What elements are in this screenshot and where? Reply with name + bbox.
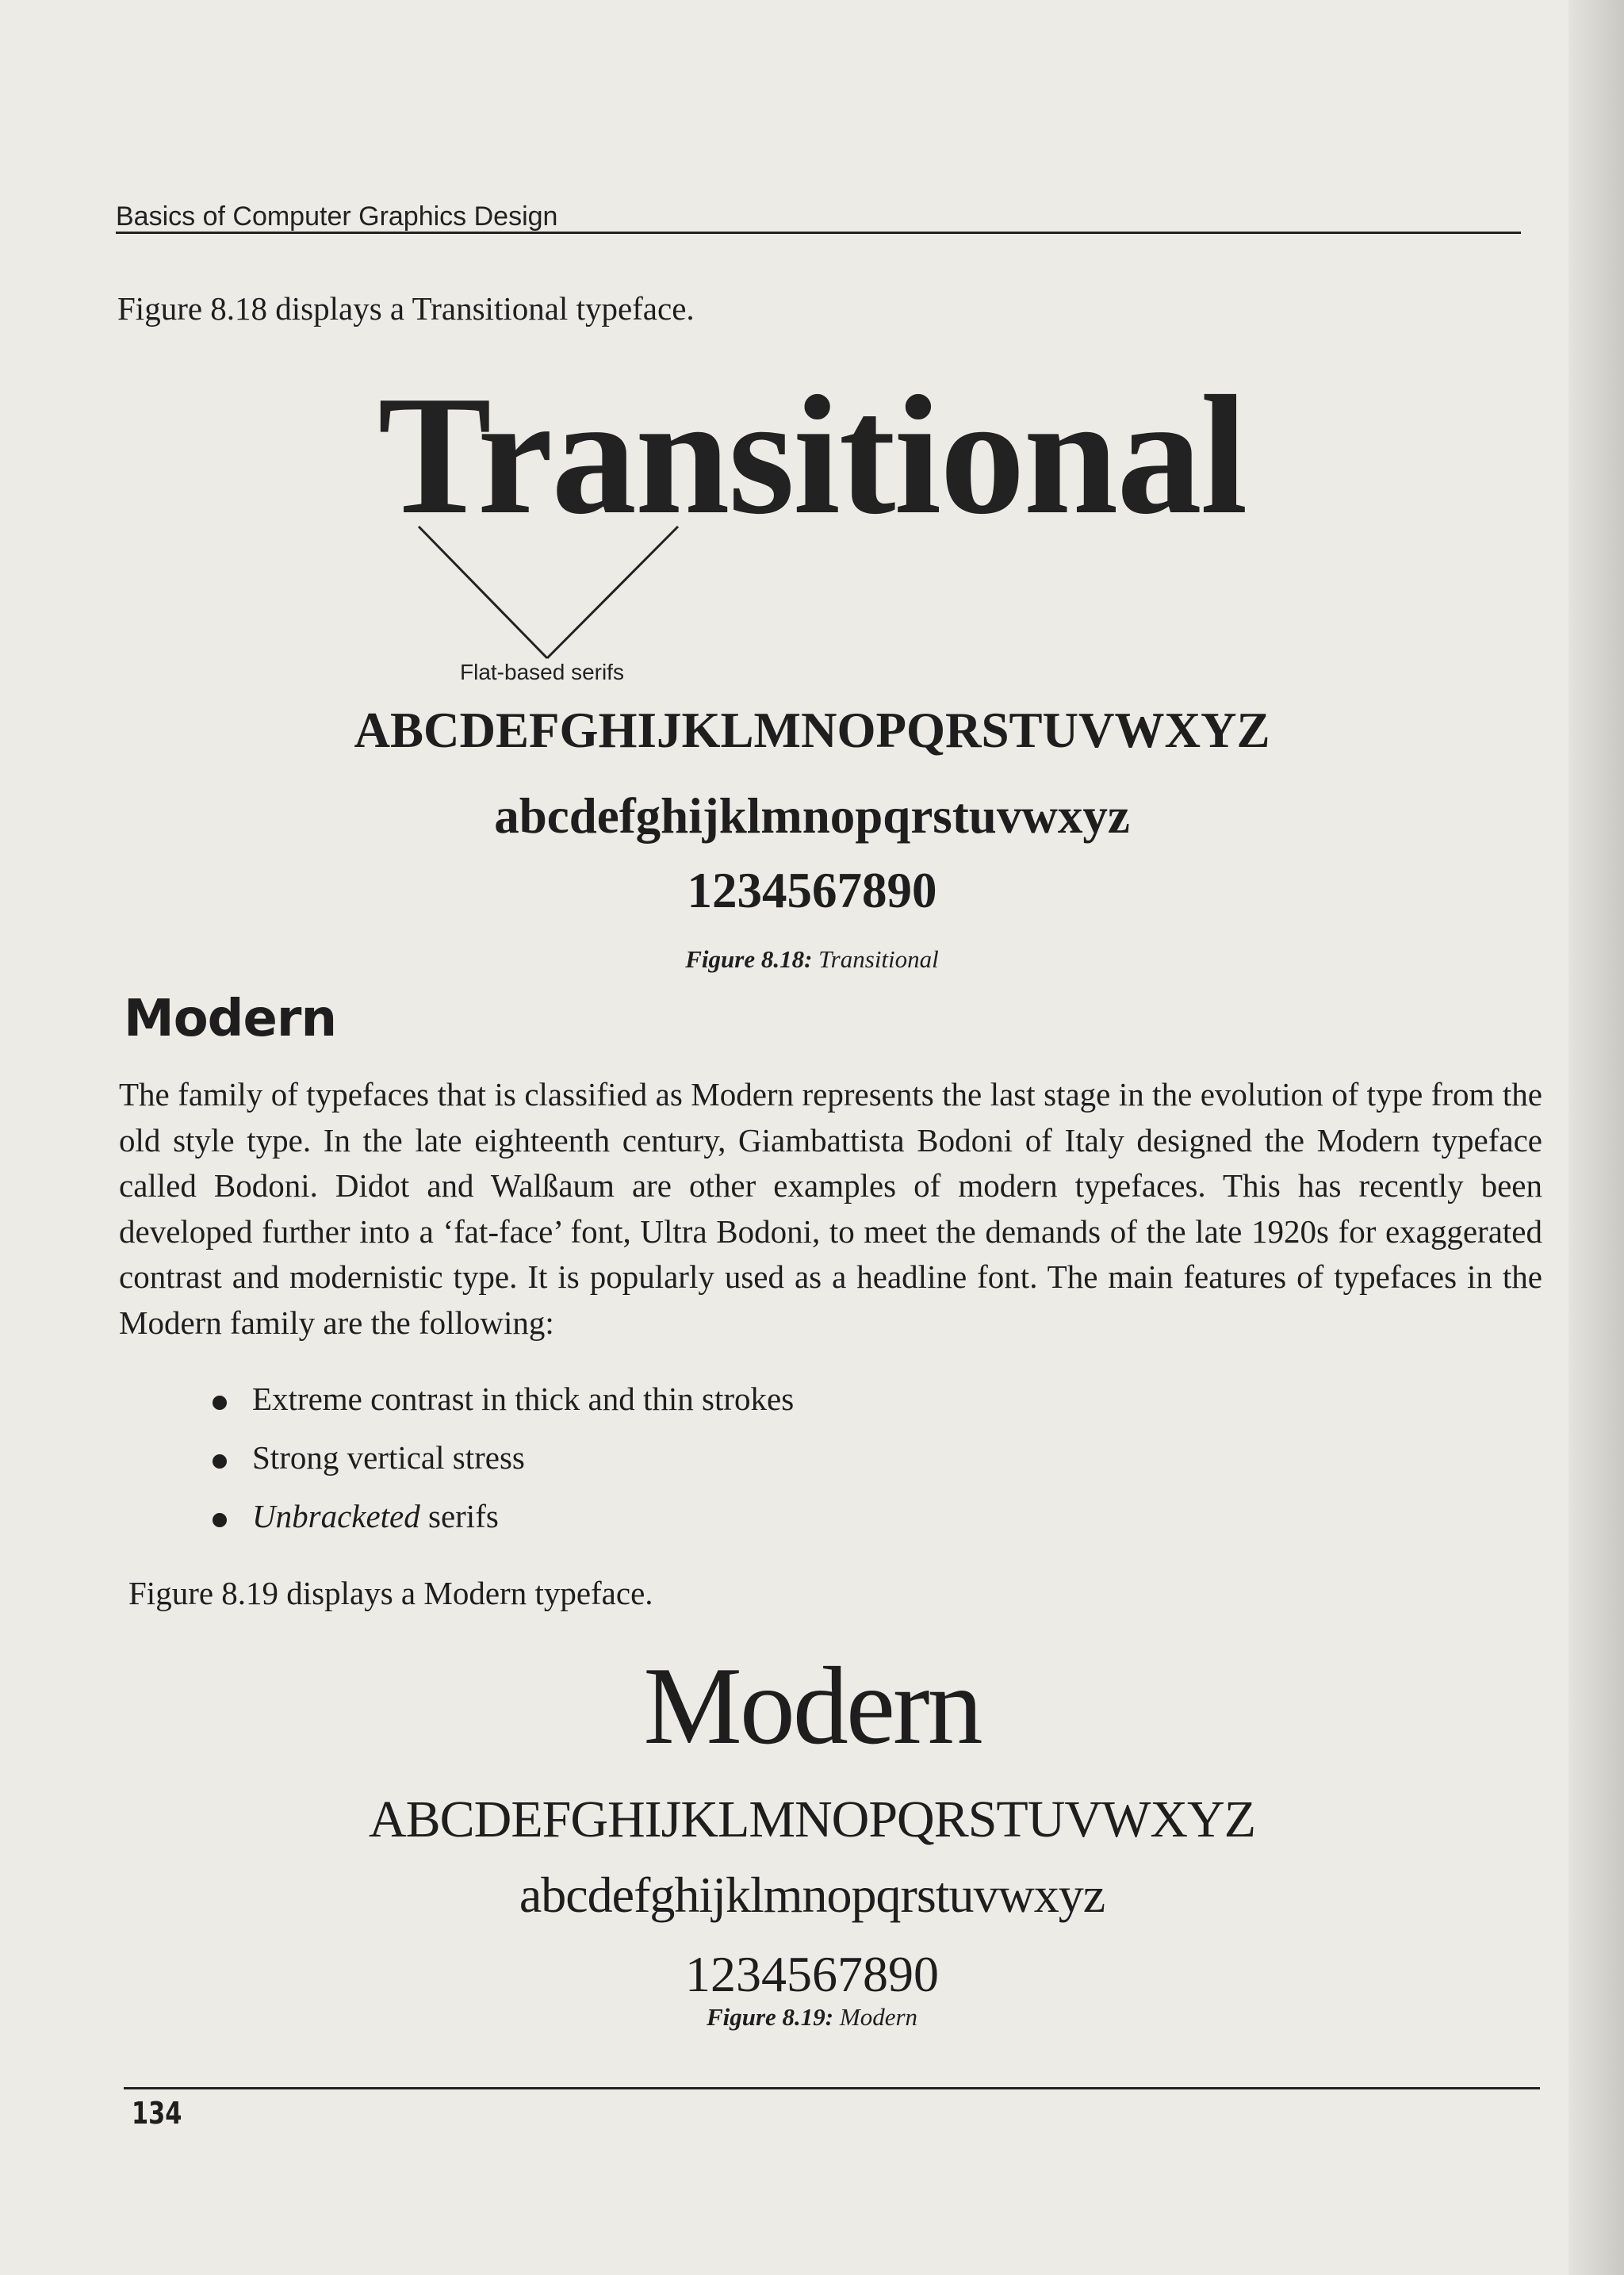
feature-item <box>213 1380 794 1438</box>
callout-line-left <box>419 527 547 658</box>
feature-item <box>213 1438 794 1497</box>
transitional-uppercase: ABCDEFGHIJKLMNOPQRSTUVWXYZ <box>354 703 1270 758</box>
feature-italic-text: Unbracketed <box>252 1498 420 1534</box>
transitional-digits: 1234567890 <box>687 863 937 918</box>
serif-callout-lines <box>0 0 1624 714</box>
feature-text: serifs <box>419 1498 499 1534</box>
modern-lowercase: abcdefghijklmnopqrstuvwxyz <box>519 1867 1105 1923</box>
modern-paragraph: The family of typefaces that is classified as Modern represents the last stage in the evolution of type from the old style type. In the late eighteenth century, Giambattista Bodoni of Italy designed the Modern typeface called Bodoni. Didot and Walßaum are other examples of modern typefaces. This has recently been developed further into a ‘fat-face’ font, Ultra Bodoni, to meet the demands of the late 1920s for exaggerated contrast and modernistic type. It is popularly used as a headline font. The main features of typefaces in the Modern family are the following: <box>119 1076 1542 1341</box>
figure-819-intro: Figure 8.19 displays a Modern typeface. <box>128 1575 653 1611</box>
modern-uppercase: ABCDEFGHIJKLMNOPQRSTUVWXYZ <box>368 1791 1256 1848</box>
feature-text: Strong vertical stress <box>252 1439 525 1476</box>
figure-818-caption-label: Figure 8.18: <box>685 945 813 973</box>
page-number: 134 <box>132 2096 182 2131</box>
transitional-lowercase: abcdefghijklmnopqrstuvwxyz <box>494 788 1130 844</box>
flat-based-serifs-label: Flat-based serifs <box>460 660 624 684</box>
figure-818-caption <box>0 945 1624 974</box>
figure-818-caption-text: Transitional <box>818 945 939 973</box>
feature-item <box>213 1497 794 1556</box>
transitional-display-word: Transitional <box>377 360 1247 550</box>
figure-818-intro: Figure 8.18 displays a Transitional typeface. <box>117 290 695 327</box>
running-head: Basics of Computer Graphics Design <box>116 201 558 232</box>
modern-features-list <box>213 1380 794 1556</box>
feature-text: Extreme contrast in thick and thin strokes <box>252 1381 795 1417</box>
figure-819-caption <box>0 2003 1624 2032</box>
callout-line-right <box>547 527 678 658</box>
section-heading-modern: Modern <box>124 990 336 1048</box>
figure-819-caption-label: Figure 8.19: <box>706 2003 834 2031</box>
figure-819-caption-text: Modern <box>839 2003 918 2031</box>
modern-display-word: Modern <box>643 1645 981 1768</box>
modern-digits: 1234567890 <box>685 1946 939 2002</box>
footer-rule <box>124 2087 1540 2089</box>
